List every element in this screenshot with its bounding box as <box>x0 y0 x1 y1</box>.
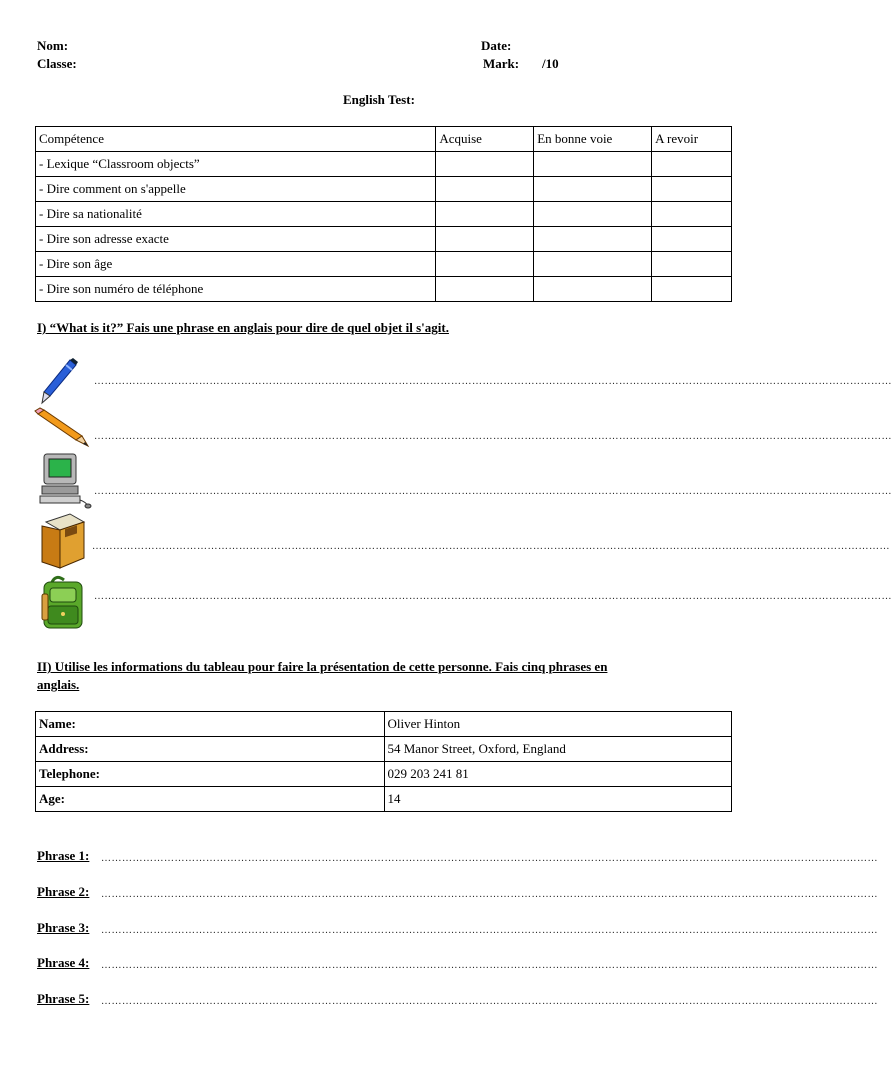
mark-total: /10 <box>542 56 559 71</box>
classe-label: Classe: <box>37 56 77 71</box>
check-cell[interactable] <box>534 177 652 202</box>
phrase-label: Phrase 4: <box>37 955 90 970</box>
info-value: 14 <box>384 787 732 812</box>
check-cell[interactable] <box>652 152 732 177</box>
person-info-table <box>35 711 732 812</box>
competence-cell: - Dire comment on s'appelle <box>36 177 436 202</box>
info-label: Age: <box>36 787 385 812</box>
competence-header: Compétence <box>36 127 436 152</box>
answer-line[interactable]: ………………………………………………………………………………………………………………………………………………………………………………………………………… <box>94 486 892 497</box>
check-cell[interactable] <box>436 277 534 302</box>
date-label: Date: <box>481 38 512 53</box>
book-icon <box>38 512 86 570</box>
check-cell[interactable] <box>534 202 652 227</box>
answer-line[interactable]: ………………………………………………………………………………………………………………………………………………………………………………………………………… <box>94 431 892 442</box>
pen-icon <box>36 356 80 406</box>
phrase-line[interactable] <box>37 991 89 1007</box>
check-cell[interactable] <box>534 227 652 252</box>
phrase-line[interactable] <box>37 920 89 936</box>
phrase-label: Phrase 2: <box>37 884 90 899</box>
table-row <box>36 762 732 787</box>
competence-cell: - Dire son adresse exacte <box>36 227 436 252</box>
pencil-icon <box>34 408 90 448</box>
check-cell[interactable] <box>436 177 534 202</box>
section2-instruction: II) Utilise les informations du tableau pour faire la présentation de cette personne. Fais cinq phrases en <box>37 659 608 674</box>
check-cell[interactable] <box>534 252 652 277</box>
answer-line[interactable]: ………………………………………………………………………………………………………………………………………………………………………………………………………… <box>92 541 890 552</box>
check-cell[interactable] <box>652 277 732 302</box>
check-cell[interactable] <box>652 227 732 252</box>
test-title: English Test: <box>343 92 415 107</box>
info-label: Address: <box>36 737 385 762</box>
competence-cell: - Lexique “Classroom objects” <box>36 152 436 177</box>
phrase-label: Phrase 5: <box>37 991 90 1006</box>
competence-cell: - Dire sa nationalité <box>36 202 436 227</box>
table-row <box>36 177 732 202</box>
answer-line[interactable]: …………………………………………………………………………………………………………………………………………………………………………………………………… <box>101 925 878 936</box>
table-row <box>36 712 732 737</box>
info-value: Oliver Hinton <box>384 712 732 737</box>
phrase-label: Phrase 1: <box>37 848 90 863</box>
table-row <box>36 787 732 812</box>
table-row <box>36 152 732 177</box>
section1-instruction: I) “What is it?” Fais une phrase en anglais pour dire de quel objet il s'agit. <box>37 320 449 335</box>
table-row <box>36 252 732 277</box>
mark-label: Mark: <box>483 56 520 71</box>
check-cell[interactable] <box>436 252 534 277</box>
table-row <box>36 737 732 762</box>
check-cell[interactable] <box>652 177 732 202</box>
phrase-label: Phrase 3: <box>37 920 90 935</box>
info-label: Telephone: <box>36 762 385 787</box>
answer-line[interactable]: ………………………………………………………………………………………………………………………………………………………………………………………………………… <box>94 591 892 602</box>
check-cell[interactable] <box>652 252 732 277</box>
competence-table <box>35 126 732 302</box>
info-value: 54 Manor Street, Oxford, England <box>384 737 732 762</box>
table-row <box>36 277 732 302</box>
info-label: Name: <box>36 712 385 737</box>
nom-label: Nom: <box>37 38 69 53</box>
competence-header-row <box>36 127 732 152</box>
answer-line[interactable]: ………………………………………………………………………………………………………………………………………………………………………………………………………… <box>94 376 892 387</box>
schoolbag-icon <box>40 574 88 632</box>
check-cell[interactable] <box>652 202 732 227</box>
acquise-header: Acquise <box>436 127 534 152</box>
check-cell[interactable] <box>534 152 652 177</box>
phrase-line[interactable] <box>37 955 89 971</box>
competence-cell: - Dire son numéro de téléphone <box>36 277 436 302</box>
a-revoir-header: A revoir <box>652 127 732 152</box>
en-bonne-voie-header: En bonne voie <box>534 127 652 152</box>
section2-instruction-continued: anglais. <box>37 677 80 692</box>
check-cell[interactable] <box>436 152 534 177</box>
check-cell[interactable] <box>436 227 534 252</box>
table-row <box>36 227 732 252</box>
answer-line[interactable]: …………………………………………………………………………………………………………………………………………………………………………………………………… <box>101 996 878 1007</box>
competence-cell: - Dire son âge <box>36 252 436 277</box>
phrase-line[interactable] <box>37 884 89 900</box>
info-value: 029 203 241 81 <box>384 762 732 787</box>
computer-icon <box>38 452 94 508</box>
check-cell[interactable] <box>436 202 534 227</box>
answer-line[interactable]: …………………………………………………………………………………………………………………………………………………………………………………………………… <box>101 960 878 971</box>
answer-line[interactable]: …………………………………………………………………………………………………………………………………………………………………………………………………… <box>101 853 878 864</box>
table-row <box>36 202 732 227</box>
check-cell[interactable] <box>534 277 652 302</box>
phrase-line[interactable] <box>37 848 89 864</box>
answer-line[interactable]: …………………………………………………………………………………………………………………………………………………………………………………………………… <box>101 889 878 900</box>
